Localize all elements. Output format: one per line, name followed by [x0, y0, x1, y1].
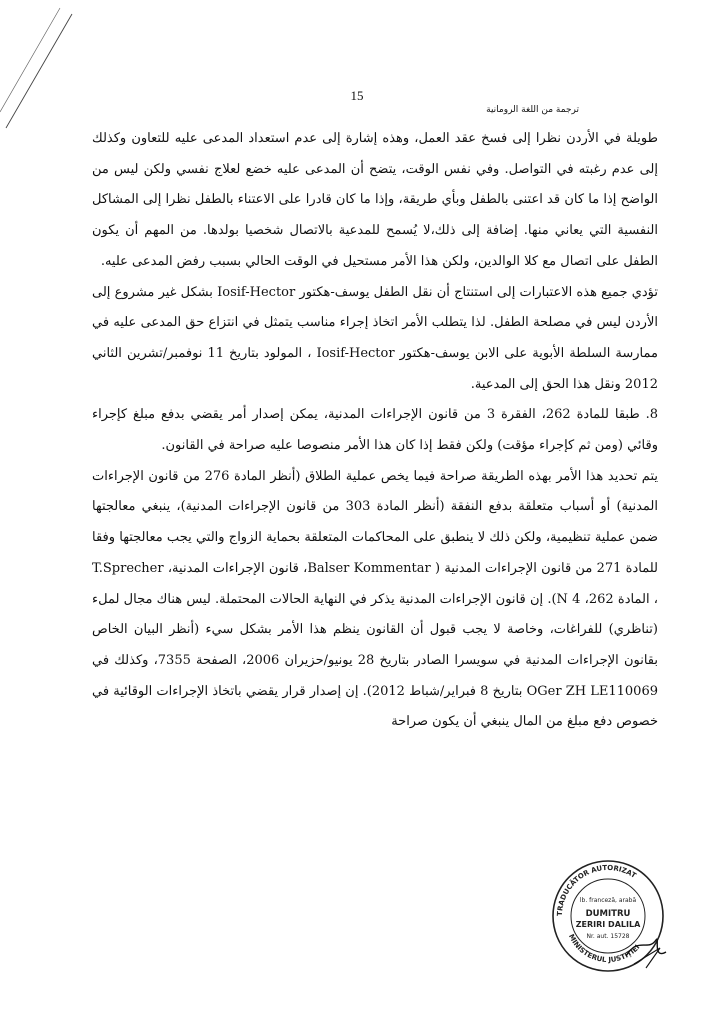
body-text — [92, 124, 658, 738]
paragraph-4: يتم تحديد هذا الأمر بهذه الطريقة صراحة فيما يخص عملية الطلاق (أنظر المادة 276 من قانون الإجراءات المدنية) أو أسباب متعلقة بدفع النفقة (أنظر المادة 303 من قانون الإجراءات المدنية)، ينبغي معالجتها ضمن عملية تنظيمية، ولكن ذلك لا ينطبق على المحاكمات المتعلقة بحماية الزواج والتي يجب معالجتها وفقا للمادة 271 من قانون الإجراءات المدنية ( Balser Kommentar، قانون الإجراءات المدنية، T.Sprecher ، المادة 262، N 4). إن قانون الإجراءات المدنية يذكر في النهاية الحالات المحتملة. ليس هناك مجال لملء (تناظري) للفراغات، وخاصة لا يجب قبول أن القانون ينظم هذا الأمر بشكل سيء (أنظر البيان الخاص بقانون الإجراءات المدنية في سويسرا الصادر بتاريخ 28 يونيو/حزيران 2006، الصفحة 7355، وكذلك في OGer ZH LE110069 بتاريخ 8 فبراير/شباط 2012). إن إصدار قرار يقضي باتخاذ الإجراءات الوقائية في خصوص دفع مبلغ من المال ينبغي أن يكون صراحة — [92, 468, 659, 730]
svg-text:TRADUCĂTOR AUTORIZAT: TRADUCĂTOR AUTORIZAT — [555, 863, 638, 917]
translator-stamp — [548, 856, 668, 976]
stamp-name-1: DUMITRU — [585, 909, 631, 919]
page-number: 15 — [350, 88, 364, 103]
paragraph-3: 8. طبقا للمادة 262، الفقرة 3 من قانون الإجراءات المدنية، يمكن إصدار أمر يقضي بدفع مبلغ كإجراء وقائي (ومن ثم كإجراء مؤقت) ولكن فقط إذا كان هذا الأمر منصوصا عليه صراحة في القانون. — [92, 407, 658, 454]
paragraph-2: تؤدي جميع هذه الاعتبارات إلى استنتاج أن نقل الطفل يوسف-هكتور Iosif-Hector بشكل غير مشروع إلى الأردن ليس في مصلحة الطفل. لذا يتطلب الأمر اتخاذ إجراء مناسب يتمثل في انتزاع حق المدعى عليه في ممارسة السلطة الأبوية على الابن يوسف-هكتور Iosif-Hector ، المولود بتاريخ 11 نوفمبر/تشرين الثاني 2012 ونقل هذا الحق إلى المدعية. — [92, 284, 659, 392]
margin-line-1 — [6, 14, 72, 128]
stamp-language: lb. franceză, arabă — [579, 897, 637, 904]
stamp-name-2: ZERIRI DALILA — [575, 920, 641, 929]
paragraph-1: طويلة في الأردن نظرا إلى فسخ عقد العمل، وهذه إشارة إلى عدم استعداد المدعى عليه للتعاون وكذلك إلى عدم رغبته في التواصل. وفي نفس الوقت، يتضح أن المدعى عليه خضع لعلاج نفسي ولكن ليس من الواضح إذا ما كان قد اعتنى بالطفل وبأي طريقة، وإذا ما كان قادرا على الاعتناء بالطفل نظرا إلى المشاكل النفسية التي يعاني منها. إضافة إلى ذلك،لا يُسمح للمدعية بالاتصال شخصيا بولدها. من المهم أن يكون الطفل على اتصال مع كلا الوالدين، ولكن هذا الأمر مستحيل في الوقت الحالي بسبب رفض المدعى عليه. — [92, 131, 658, 269]
stamp-number: Nr. aut. 15728 — [586, 933, 630, 940]
header-note: ترجمة من اللغة الرومانية — [486, 105, 579, 115]
svg-text:MINISTERUL JUSTIȚIEI: MINISTERUL JUSTIȚIEI — [567, 932, 642, 965]
